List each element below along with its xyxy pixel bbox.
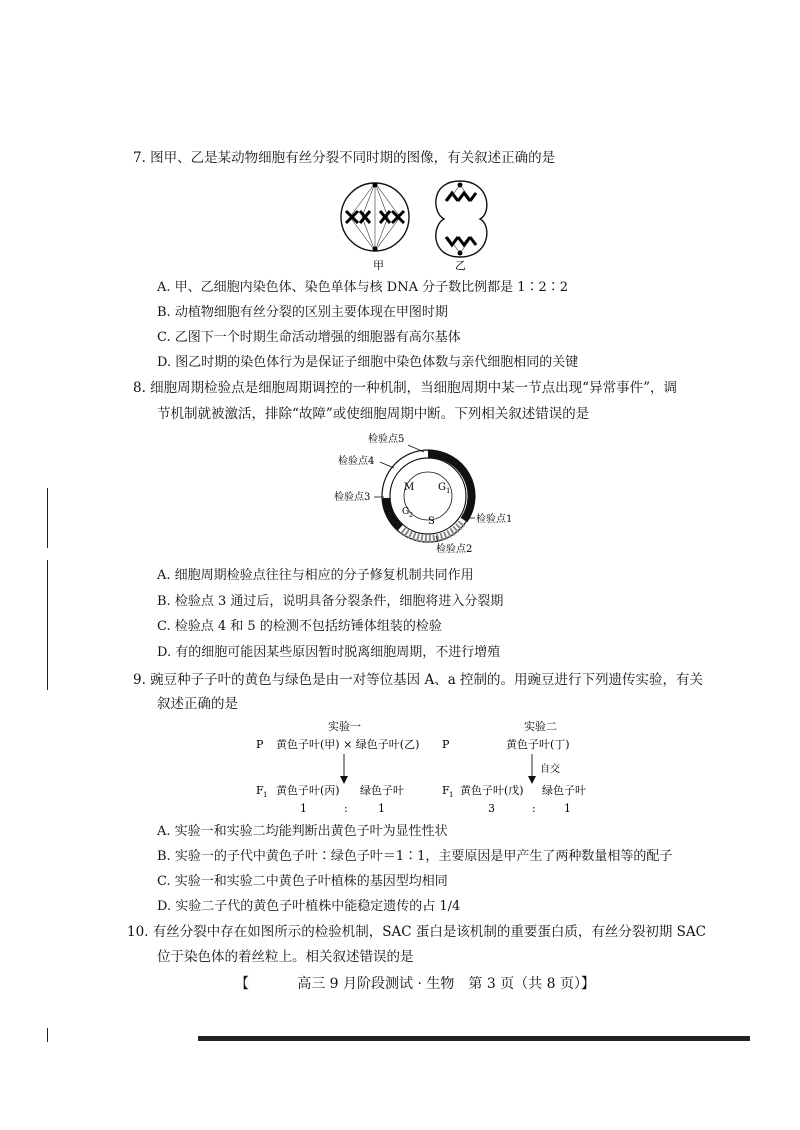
exp1-f1-label: F [256, 784, 264, 797]
q9-option-b: B. 实验一的子代中黄色子叶∶绿色子叶＝1∶1，主要原因是甲产生了两种数量相等的配子 [157, 849, 673, 864]
checkpoint-2: 检验点2 [436, 544, 473, 555]
label-yi: 乙 [455, 259, 466, 272]
left-margin-mark-2 [47, 560, 48, 690]
exp1-ratio-right: 1 [378, 802, 385, 815]
exp2-ratio-right: 1 [564, 802, 571, 815]
phase-m: M [404, 482, 415, 493]
left-margin-mark-1 [47, 488, 48, 548]
q8-stem-line2: 节机制就被激活，排除“故障”或使细胞周期中断。下列相关叙述错误的是 [157, 406, 590, 422]
q9-stem-line1: 9. 豌豆种子子叶的黄色与绿色是由一对等位基因 A、a 控制的。用豌豆进行下列遗传实验，有关 [133, 672, 704, 688]
footer-bracket-left: 【 [235, 976, 249, 992]
exp2-child-green: 绿色子叶 [542, 784, 586, 797]
phase-g1: G [438, 482, 446, 493]
checkpoint-4: 检验点4 [338, 456, 375, 467]
exp2-f1-sub: 1 [449, 791, 454, 799]
checkpoint-1: 检验点1 [476, 514, 513, 525]
exp2-f1-label: F [442, 784, 450, 797]
q8-cell-cycle-diagram [328, 428, 524, 562]
cell-jia [341, 183, 409, 273]
exp2-selfing: 自交 [540, 764, 560, 775]
phase-g1-sub: 1 [446, 487, 451, 495]
q9-option-c: C. 实验一和实验二中黄色子叶植株的基因型均相同 [157, 874, 448, 889]
exp1-f1-sub: 1 [263, 791, 268, 799]
phase-g2: G [402, 507, 410, 517]
exp2-parent: 黄色子叶(丁) [506, 738, 570, 751]
label-jia: 甲 [373, 259, 384, 272]
q10-stem-line2: 位于染色体的着丝粒上。相关叙述错误的是 [157, 949, 414, 965]
q9-option-d: D. 实验二子代的黄色子叶植株中能稳定遗传的占 1/4 [157, 899, 461, 914]
q7-stem: 7. 图甲、乙是某动物细胞有丝分裂不同时期的图像，有关叙述正确的是 [133, 150, 556, 166]
experiment-1 [256, 719, 419, 815]
q7-option-b: B. 动植物细胞有丝分裂的区别主要体现在甲图时期 [157, 305, 448, 320]
footer-text: 高三 9 月阶段测试 · 生物 第 3 页（共 8 页）】 [297, 976, 595, 992]
phase-s: S [428, 516, 435, 527]
q8-stem-line1: 8. 细胞周期检验点是细胞周期调控的一种机制，当细胞周期中某一节点出现“异常事件”，调 [133, 380, 677, 396]
page-footer [235, 973, 595, 993]
exp1-ratio-left: 1 [300, 802, 307, 815]
q9-stem-line2: 叙述正确的是 [157, 696, 238, 712]
exp1-parents: 黄色子叶(甲) × 绿色子叶(乙) [276, 738, 420, 751]
q7-option-c: C. 乙图下一个时期生命活动增强的细胞器有高尔基体 [157, 330, 461, 345]
left-margin-mark-3 [47, 1028, 48, 1042]
q7-option-d: D. 图乙时期的染色体行为是保证子细胞中染色体数与亲代细胞相同的关键 [157, 355, 579, 370]
exp1-child-green: 绿色子叶 [360, 784, 404, 797]
experiment-2 [442, 719, 586, 815]
exp1-p-label: P [256, 738, 264, 751]
exp1-ratio-colon: : [344, 802, 348, 815]
q9-genetics-diagram [250, 718, 610, 818]
exp1-child-yellow: 黄色子叶(丙) [276, 784, 340, 797]
exp2-child-yellow: 黄色子叶(戊) [460, 784, 524, 797]
q8-option-d: D. 有的细胞可能因某些原因暂时脱离细胞周期，不进行增殖 [157, 645, 501, 660]
q8-option-b: B. 检验点 3 通过后，说明具备分裂条件，细胞将进入分裂期 [157, 594, 504, 609]
q7-cell-figure [330, 175, 520, 273]
phase-g2-sub: 2 [409, 512, 413, 519]
q7-option-a: A. 甲、乙细胞内染色体、染色单体与核 DNA 分子数比例都是 1∶2∶2 [157, 280, 569, 295]
q9-option-a: A. 实验一和实验二均能判断出黄色子叶为显性性状 [157, 824, 448, 839]
q10-stem-line1: 10. 有丝分裂中存在如图所示的检验机制，SAC 蛋白是该机制的重要蛋白质，有丝分裂初期 SAC [127, 924, 706, 940]
cell-yi [436, 181, 487, 272]
bottom-scan-bar [198, 1036, 750, 1041]
checkpoint-5: 检验点5 [368, 434, 405, 445]
exp2-title: 实验二 [524, 720, 557, 733]
q8-option-c: C. 检验点 4 和 5 的检测不包括纺锤体组装的检验 [157, 619, 442, 634]
exp2-p-label: P [442, 738, 450, 751]
q8-option-a: A. 细胞周期检验点往往与相应的分子修复机制共同作用 [157, 568, 474, 583]
checkpoint-3: 检验点3 [334, 492, 371, 503]
exp1-title: 实验一 [328, 720, 361, 733]
exp2-ratio-colon: : [532, 802, 536, 815]
exp2-ratio-left: 3 [488, 802, 495, 815]
